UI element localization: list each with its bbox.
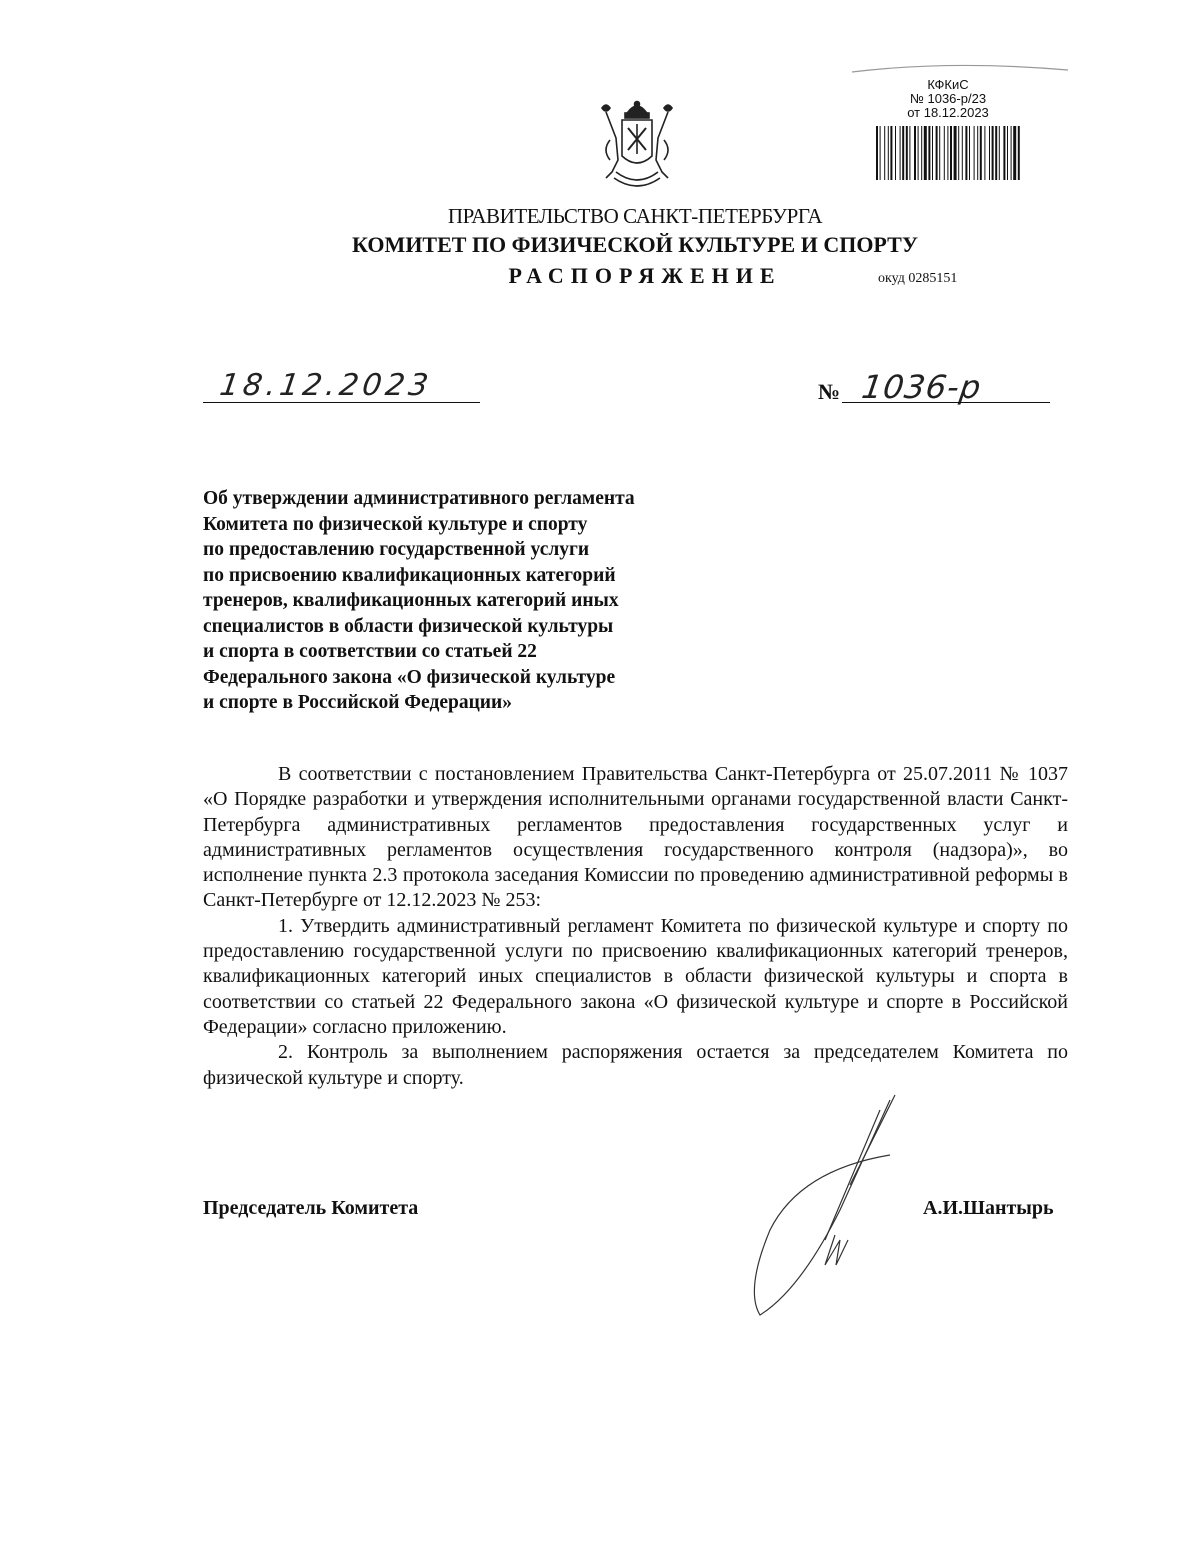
handwritten-signature [740,1090,910,1320]
document-date: 18.12.2023 [217,368,435,403]
government-heading: ПРАВИТЕЛЬСТВО САНКТ-ПЕТЕРБУРГА [447,204,823,228]
title-line: и спорте в Российской Федерации» [203,692,513,713]
okud-code: окуд 0285151 [878,271,958,286]
title-line: Об утверждении административного регламента [203,488,635,509]
document-number: 1036-р [859,368,984,406]
title-line: Федерального закона «О физической культуре [203,666,616,688]
preamble-paragraph: В соответствии с постановлением Правительства Санкт-Петербурга от 25.07.2011 № 1037 «О Порядке разработки и утверждения исполнительными органами государственной власти Санкт-Петербурга административных регламентов предоставления государственных услуг и административных регламентов осуществления государственного контроля (надзора)», во исполнение пункта 2.3 протокола заседания Комиссии по проведению административной реформы в Санкт-Петербурге от 12.12.2023 № 253: [203,763,1068,912]
signatory-position: Председатель Комитета [203,1197,419,1219]
document-title [203,486,723,716]
coat-of-arms-icon [592,98,682,190]
committee-heading: КОМИТЕТ ПО ФИЗИЧЕСКОЙ КУЛЬТУРЕ И СПОРТУ [352,232,918,257]
barcode-icon [876,126,1021,180]
document-type-heading: РАСПОРЯЖЕНИЕ [508,263,782,288]
title-line: Комитета по физической культуре и спорту [203,513,588,535]
date-underline [203,402,480,403]
title-line: по предоставлению государственной услуги [203,539,590,560]
number-sign: № [818,379,841,404]
item-2-paragraph: 2. Контроль за выполнением распоряжения остается за председателем Комитета по физической культуре и спорту. [203,1041,1068,1089]
stamp-org: КФКиС [927,77,969,92]
item-1-paragraph: 1. Утвердить административный регламент Комитета по физической культуре и спорту по предоставлению государственной услуги по присвоению квалификационных категорий тренеров, квалификационных категорий иных специалистов в области физической культуры и спорта в соответствии со статьей 22 Федерального закона «О физической культуре и спорте в Российской Федерации» согласно приложению. [203,914,1068,1038]
stamp-reg-number: № 1036-р/23 [909,91,987,106]
stamp-reg-date: от 18.12.2023 [907,105,989,120]
title-line: по присвоению квалификационных категорий [203,564,616,586]
title-line: и спорта в соответствии со статьей 22 [203,641,537,662]
title-line: специалистов в области физической культуры [203,615,614,637]
title-line: тренеров, квалификационных категорий иных [203,590,619,611]
number-underline [842,402,1050,403]
signatory-name: А.И.Шантырь [923,1197,1054,1219]
document-body [203,762,1068,1091]
registration-stamp [870,78,1026,120]
